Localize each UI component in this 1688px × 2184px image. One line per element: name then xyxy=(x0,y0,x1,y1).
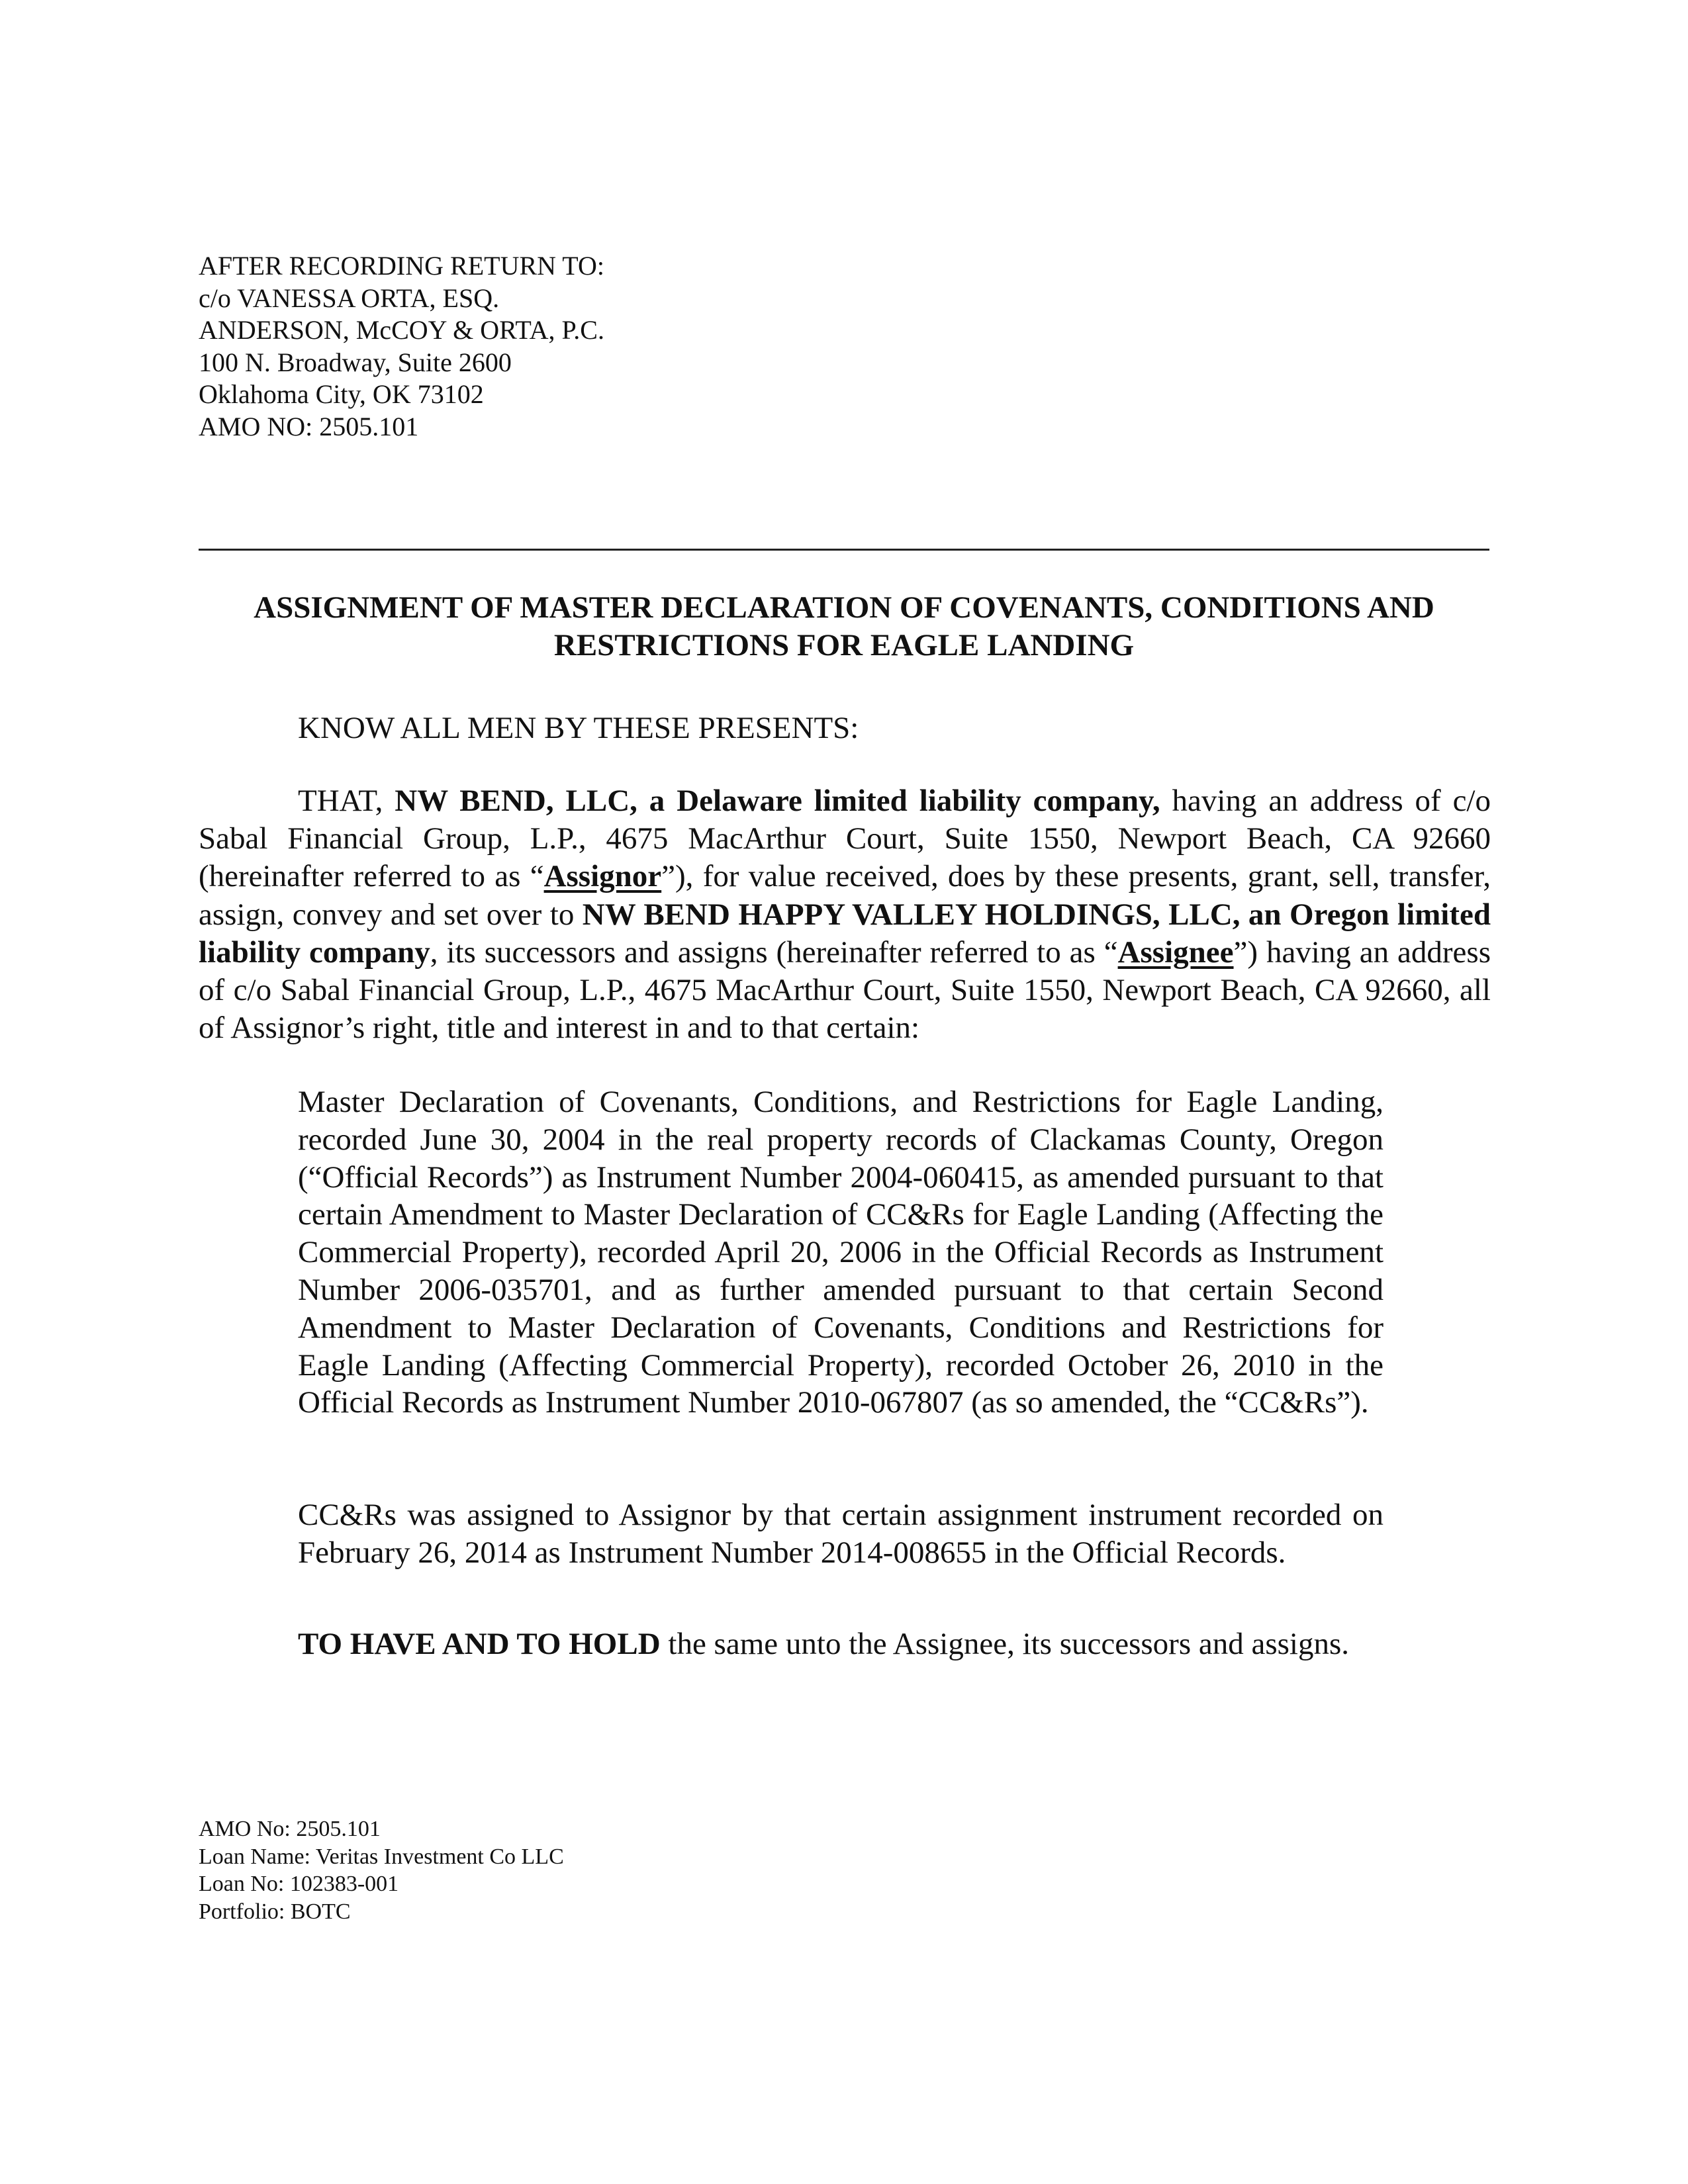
return-line-city: Oklahoma City, OK 73102 xyxy=(199,379,484,409)
document-title xyxy=(199,589,1489,664)
ccrs-description-paragraph: Master Declaration of Covenants, Conditions, and Restrictions for Eagle Landing, recorded June 30, 2004 in the real property records of Clackamas County, Oregon (“Official Records”) as Instrument Number 2004-060415, as amended pursuant to that certain Amendment to Master Declaration of CC&Rs for Eagle Landing (Affecting the Commercial Property), recorded April 20, 2006 in the Official Records as Instrument Number 2006-035701, and as further amended pursuant to that certain Second Amendment to Master Declaration of Covenants, Conditions and Restrictions for Eagle Landing (Affecting Commercial Property), recorded October 26, 2010 in the Official Records as Instrument Number 2010-067807 (as so amended, the “CC&Rs”). xyxy=(298,1085,1383,1420)
assignor-entity-name: NW BEND, LLC, a Delaware limited liability company, xyxy=(395,784,1160,818)
footer-portfolio: Portfolio: BOTC xyxy=(199,1899,351,1924)
assignment-text-assignor-address: having an address of c/o Sabal Financial Group, L.P., 4675 MacArthur Court, Suite 1550, Newport Beach, CA 92660 (hereinafter referred to as “ xyxy=(199,784,1491,894)
loan-reference-footer xyxy=(199,1815,993,1925)
recording-return-address xyxy=(199,250,993,443)
habendum-clause xyxy=(298,1625,1489,1663)
recording-divider-line xyxy=(199,549,1489,551)
document-title-line-2: RESTRICTIONS FOR EAGLE LANDING xyxy=(553,628,1135,662)
footer-amo-number: AMO No: 2505.101 xyxy=(199,1817,381,1841)
return-line-street: 100 N. Broadway, Suite 2600 xyxy=(199,347,512,377)
habendum-rest-text: the same unto the Assignee, its successors and assigns. xyxy=(660,1627,1350,1661)
return-line-amo-number: AMO NO: 2505.101 xyxy=(199,411,419,441)
prior-assignment-paragraph: CC&Rs was assigned to Assignor by that certain assignment instrument recorded on February 26, 2014 as Instrument Number 2014-008655 in the Official Records. xyxy=(298,1498,1383,1570)
footer-loan-number: Loan No: 102383-001 xyxy=(199,1872,399,1896)
assignee-defined-term: Assignee xyxy=(1117,934,1234,970)
assignment-text-conveyance: ”), for value received, does by these presents, grant, sell, transfer, assign, convey and set over to xyxy=(199,859,1491,932)
assignee-entity-name: NW BEND HAPPY VALLEY HOLDINGS, LLC, an Oregon limited liability company xyxy=(199,897,1491,970)
return-line-heading: AFTER RECORDING RETURN TO: xyxy=(199,251,605,281)
assignment-text-intro: THAT, xyxy=(298,784,395,818)
know-all-men-heading: KNOW ALL MEN BY THESE PRESENTS: xyxy=(298,711,859,745)
assignment-text-assignee-address: ”) having an address of c/o Sabal Financial Group, L.P., 4675 MacArthur Court, Suite 1550, Newport Beach, CA 92660, all of Assignor’s right, title and interest in and to that certain: xyxy=(199,934,1491,1046)
assignment-text-successors: , its successors and assigns (hereinafter referred to as “ xyxy=(430,934,1118,970)
return-line-attention: c/o VANESSA ORTA, ESQ. xyxy=(199,283,500,313)
footer-loan-name: Loan Name: Veritas Investment Co LLC xyxy=(199,1844,564,1869)
return-line-firm: ANDERSON, McCOY & ORTA, P.C. xyxy=(199,315,604,345)
habendum-bold-text: TO HAVE AND TO HOLD xyxy=(298,1627,661,1661)
assignment-paragraph xyxy=(199,782,1491,1047)
assignor-defined-term: Assignor xyxy=(543,859,662,894)
document-title-line-1: ASSIGNMENT OF MASTER DECLARATION OF COVENANTS, CONDITIONS AND xyxy=(254,590,1434,625)
